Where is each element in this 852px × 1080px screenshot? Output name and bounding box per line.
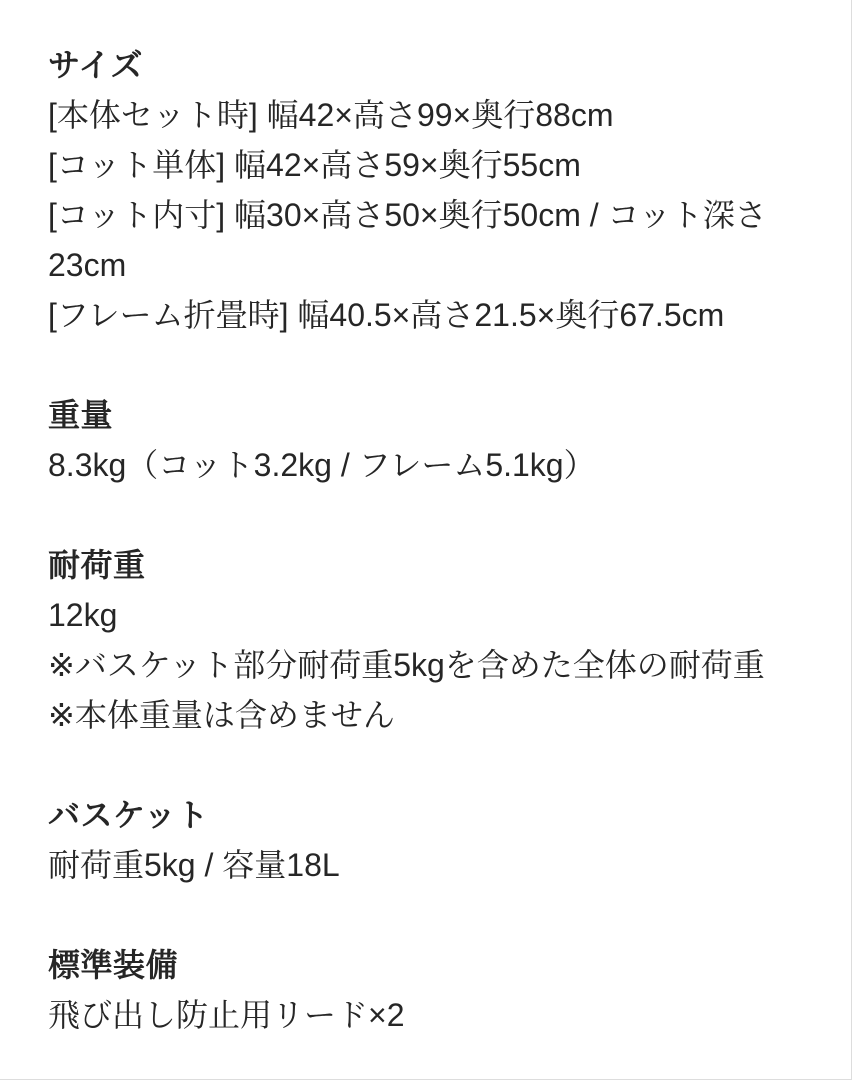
- spec-title-load-capacity: 耐荷重: [48, 547, 146, 583]
- spec-line-load-note-2: ※本体重量は含めません: [48, 697, 395, 733]
- spec-line-basket-value: 耐荷重5kg / 容量18L: [48, 847, 340, 883]
- spec-title-size: サイズ: [48, 47, 143, 83]
- spec-section-load-capacity: [48, 540, 811, 740]
- spec-line-weight-value: 8.3kg（コット3.2kg / フレーム5.1kg）: [48, 447, 596, 483]
- spec-line-cot-inner-wrap: 23cm: [48, 247, 127, 283]
- spec-line-cot-only: [コット単体] 幅42×高さ59×奥行55cm: [48, 147, 581, 183]
- spec-section-size: [48, 40, 811, 340]
- spec-title-basket: バスケット: [48, 797, 209, 833]
- spec-line-load-note-1: ※バスケット部分耐荷重5kgを含めた全体の耐荷重: [48, 647, 765, 683]
- spec-line-body-set: [本体セット時] 幅42×高さ99×奥行88cm: [48, 97, 614, 133]
- spec-line-frame-folded: [フレーム折畳時] 幅40.5×高さ21.5×奥行67.5cm: [48, 297, 725, 333]
- spec-section-weight: [48, 390, 811, 490]
- spec-section-basket: [48, 790, 811, 890]
- spec-line-load-value: 12kg: [48, 597, 118, 633]
- spec-line-standard-equipment-value: 飛び出し防止用リード×2: [48, 997, 405, 1033]
- spec-title-weight: 重量: [48, 397, 114, 433]
- spec-section-standard-equipment: [48, 940, 811, 1040]
- spec-line-cot-inner: [コット内寸] 幅30×高さ50×奥行50cm / コット深さ: [48, 197, 767, 233]
- spec-title-standard-equipment: 標準装備: [48, 947, 179, 983]
